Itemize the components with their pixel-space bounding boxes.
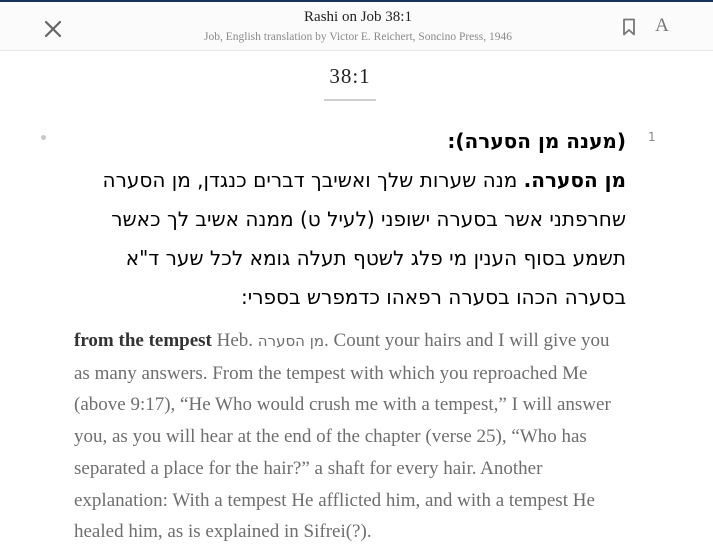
hebrew-body: [100, 161, 626, 317]
chapter-divider: [324, 99, 376, 101]
bookmark-button[interactable]: [619, 16, 639, 38]
close-button[interactable]: [40, 16, 66, 42]
hebrew-text[interactable]: [100, 122, 626, 317]
hebrew-dibbur-hamatchil: מן הסערה.: [523, 168, 626, 192]
page-subtitle: Job, English translation by Victor E. Reichert, Soncino Press, 1946: [204, 31, 512, 43]
hebrew-commentary: מנה שערות שלך ואשיבך דברים כנגדן, מן הסערה שחרפתני אשר בסערה ישופני (לעיל ט) ממנה אשיב לך כאשר תשמע בסוף הענין מי פלג לשטף תעלה גומא לכל שער ד"א בסערה הכהו בסערה רפאהו כדמפרש בספרי:: [102, 168, 626, 309]
font-size-button[interactable]: A: [655, 15, 669, 36]
english-text[interactable]: [74, 325, 624, 548]
header-titles: [150, 8, 566, 45]
segment-number: 1: [648, 130, 656, 144]
chapter-label: 38:1: [329, 64, 371, 88]
reader-header: [0, 0, 713, 51]
bookmark-icon: [622, 18, 636, 36]
english-dibbur-hamatchil: from the tempest: [74, 330, 212, 351]
close-icon: [44, 20, 62, 38]
hebrew-term: מן הסערה: [257, 332, 325, 350]
page-title: Rashi on Job 38:1: [304, 9, 412, 25]
hebrew-heading: (מענה מן הסערה):: [447, 129, 626, 153]
segment-marker-dot[interactable]: [41, 135, 46, 140]
heb-label: Heb.: [216, 330, 254, 351]
english-commentary: . Count your hairs and I will give you as many answers. From the tempest with which you reproached Me (above 9:17), “He Who would crush me with a tempest,” I will answer you, as you will hear at the end of the chapter (verse 25), “Who has separated a place for the hair?” a shaft for every hair. Another explanation: With a tempest He afflicted him, and with a tempest He healed him, as is explained in Sifrei(?).: [74, 330, 611, 543]
